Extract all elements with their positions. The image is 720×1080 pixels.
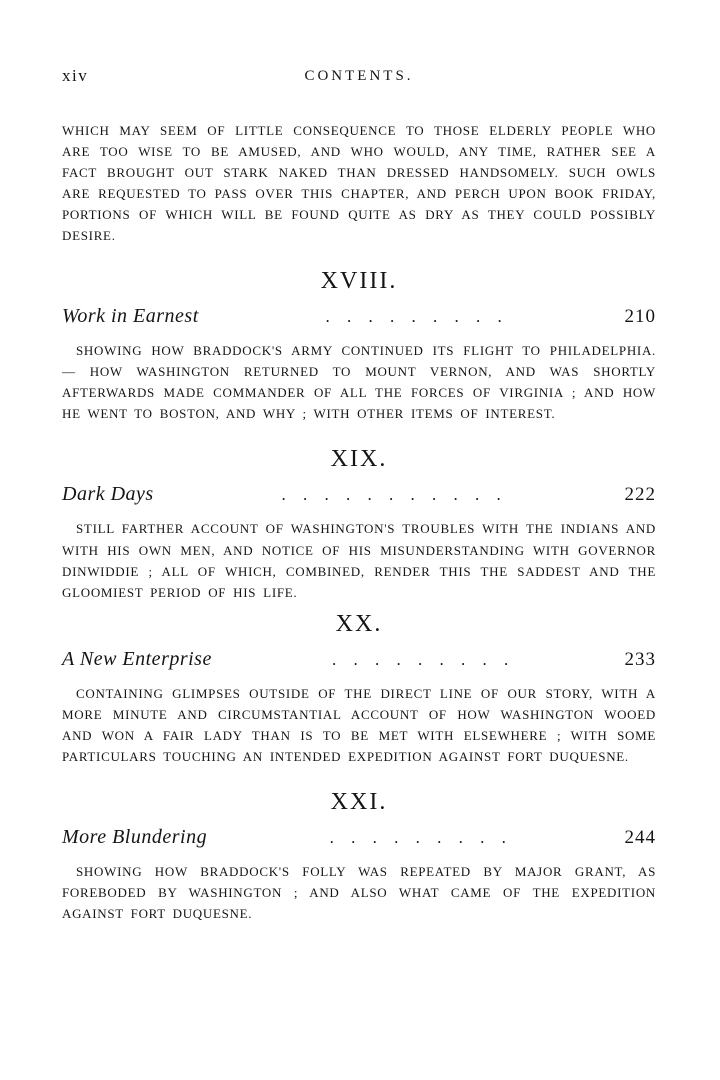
chapter-title: Dark Days [62, 483, 154, 506]
chapter-summary: CONTAINING GLIMPSES OUTSIDE OF THE DIRECT LINE OF OUR STORY, WITH A MORE MINUTE AND CIRCUMSTANTIAL ACCOUNT OF HOW WASHINGTON WOOED AND WON A FAIR LADY THAN IS TO BE MET WITH ELSEWHERE ; WITH SOME PARTICULARS TOUCHING AN INTENDED EXPEDITION AGAINST FORT DUQUESNE. [62, 685, 656, 764]
chapter-entry [62, 611, 656, 767]
chapter-numeral: XX. [335, 610, 383, 637]
chapter-page-number: 222 [624, 484, 656, 506]
chapter-summary: STILL FARTHER ACCOUNT OF WASHINGTON'S TROUBLES WITH THE INDIANS AND WITH HIS OWN MEN, AND NOTICE OF HIS MISUNDERSTANDING WITH GOVERNOR DINWIDDIE ; ALL OF WHICH, COMBINED, RENDER THIS THE SADDEST AND THE GLOOMIEST PERIOD OF HIS LIFE. [62, 521, 656, 600]
page-number-folio: xiv [62, 66, 89, 85]
chapter-page-number: 244 [624, 826, 656, 848]
running-head: CONTENTS. [304, 68, 414, 84]
chapter-entry [62, 789, 656, 924]
chapter-page-number: 210 [624, 306, 656, 328]
dot-leader: . . . . . . . . . [329, 827, 506, 847]
continuation-paragraph: WHICH MAY SEEM OF LITTLE CONSEQUENCE TO THOSE ELDERLY PEOPLE WHO ARE TOO WISE TO BE AMUSED, AND WHO WOULD, ANY TIME, RATHER SEE A FACT BROUGHT OUT STARK NAKED THAN DRESSED HANDSOMELY. SUCH OWLS ARE REQUESTED TO PASS OVER THIS CHAPTER, AND PERCH UPON BOOK FRIDAY, PORTIONS OF WHICH WILL BE FOUND QUITE AS DRY AS THEY COULD POSSIBLY DESIRE. [62, 123, 656, 244]
chapter-title-line [62, 826, 656, 849]
page-header [62, 66, 656, 88]
chapter-numeral: XXI. [330, 788, 388, 815]
chapter-entry [62, 268, 656, 424]
chapter-numeral: XIX. [330, 446, 388, 473]
chapter-summary: SHOWING HOW BRADDOCK'S ARMY CONTINUED ITS FLIGHT TO PHILADELPHIA. — HOW WASHINGTON RETURNED TO MOUNT VERNON, AND WAS SHORTLY AFTERWARDS MADE COMMANDER OF ALL THE FORCES OF VIRGINIA ; AND HOW HE WENT TO BOSTON, AND WHY ; WITH OTHER ITEMS OF INTEREST. [62, 343, 656, 422]
chapter-title: More Blundering [62, 825, 208, 848]
chapter-title-line [62, 648, 656, 671]
chapter-page-number: 233 [624, 648, 656, 670]
dot-leader: . . . . . . . . . [325, 307, 502, 327]
chapter-title: A New Enterprise [62, 647, 212, 670]
chapter-title-line [62, 483, 656, 506]
dot-leader: . . . . . . . . . [332, 649, 509, 669]
chapter-numeral: XVIII. [320, 268, 398, 295]
chapter-title-line [62, 305, 656, 328]
chapter-summary: SHOWING HOW BRADDOCK'S FOLLY WAS REPEATED BY MAJOR GRANT, AS FOREBODED BY WASHINGTON ; AND ALSO WHAT CAME OF THE EXPEDITION AGAINST FORT DUQUESNE. [62, 863, 656, 921]
chapter-entry [62, 446, 656, 602]
dot-leader: . . . . . . . . . . . [281, 485, 501, 505]
chapter-title: Work in Earnest [62, 305, 199, 328]
